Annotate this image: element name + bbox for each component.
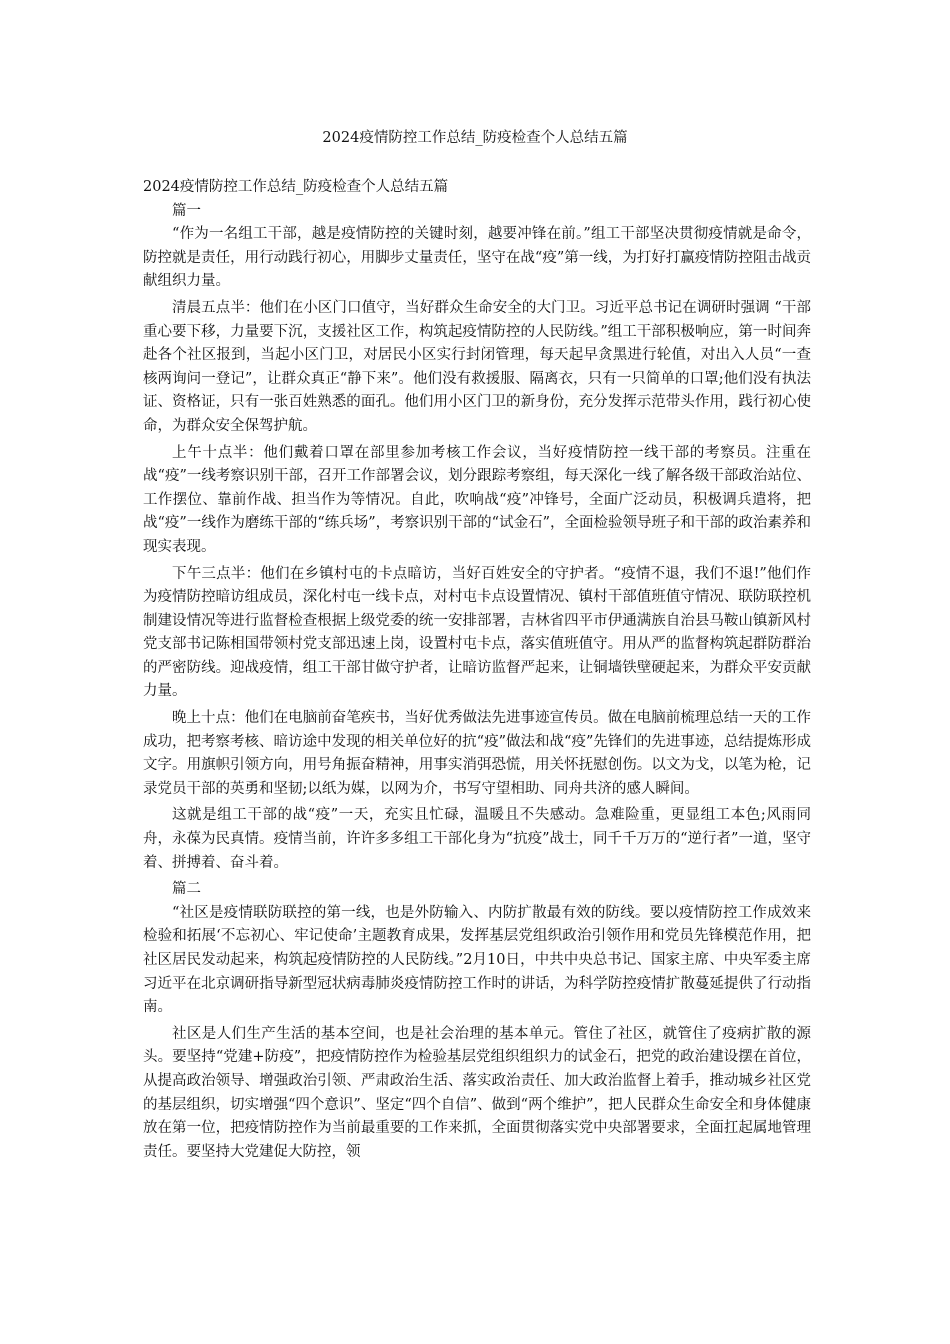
paragraph: 清晨五点半：他们在小区门口值守，当好群众生命安全的大门卫。习近平总书记在调研时强调 “干部重心要下移，力量要下沉，支援社区工作，构筑起疫情防控的人民防线。”组工干部积极响应，第一时间奔赴各个社区报到，当起小区门卫，对居民小区实行封闭管理，每天起早贪黑进行轮值，对出入人员“一查核两询问一登记”，让群众真正“静下来”。他们没有救援服、隔离衣，只有一只简单的口罩;他们没有执法证、资格证，只有一张百姓熟悉的面孔。他们用小区门卫的新身份，充分发挥示范带头作用，践行初心使命，为群众安全保驾护航。 bbox=[143, 299, 811, 434]
paragraph: 下午三点半：他们在乡镇村屯的卡点暗访，当好百姓安全的守护者。“疫情不退，我们不退!”他们作为疫情防控暗访组成员，深化村屯一线卡点，对村屯卡点设置情况、镇村干部值班值守情况、联防联控机制建设情况等进行监督检查根据上级党委的统一安排部署，吉林省四平市伊通满族自治县马鞍山镇新风村党支部书记陈相国带领村党支部迅速上岗，设置村屯卡点，落实值班值守。用从严的监督构筑起群防群治的严密防线。迎战疫情，组工干部甘做守护者，让暗访监督严起来，让铜墙铁壁硬起来，为群众平安贡献力量。 bbox=[143, 565, 811, 700]
section-heading: 篇一 bbox=[172, 202, 201, 219]
paragraph: 晚上十点：他们在电脑前奋笔疾书，当好优秀做法先进事迹宣传员。做在电脑前梳理总结一天的工作成功，把考察考核、暗访途中发现的相关单位好的抗“疫”做法和战“疫”先锋们的先进事迹，总结提炼形成文字。用旗帜引领方向，用号角振奋精神，用事实消弭恐慌，用关怀抚慰创伤。以文为戈，以笔为枪，记录党员干部的英勇和坚韧;以纸为媒，以网为介，书写守望相助、同舟共济的感人瞬间。 bbox=[143, 710, 811, 797]
document-body bbox=[143, 176, 811, 1167]
document-title: 2024疫情防控工作总结_防疫检查个人总结五篇 bbox=[322, 130, 628, 146]
paragraph: “社区是疫情联防联控的第一线，也是外防输入、内防扩散最有效的防线。要以疫情防控工作成效来检验和拓展‘不忘初心、牢记使命’主题教育成果，发挥基层党组织政治引领作用和党员先锋模范作用，把社区居民发动起来，构筑起疫情防控的人民防线。”2月10日，中共中央总书记、国家主席、中央军委主席习近平在北京调研指导新型冠状病毒肺炎疫情防控工作时的讲话，为科学防控疫情扩散蔓延提供了行动指南。 bbox=[143, 904, 811, 1016]
section-heading: 篇二 bbox=[172, 881, 201, 898]
paragraph: “作为一名组工干部，越是疫情防控的关键时刻，越要冲锋在前。”组工干部坚决贯彻疫情就是命令，防控就是责任，用行动践行初心，用脚步丈量责任，坚守在战“疫”第一线，为打好打赢疫情防控阻击战贡献组织力量。 bbox=[143, 226, 811, 290]
document-subtitle: 2024疫情防控工作总结_防疫检查个人总结五篇 bbox=[143, 179, 449, 195]
paragraph: 上午十点半：他们戴着口罩在部里参加考核工作会议，当好疫情防控一线干部的考察员。注重在战“疫”一线考察识别干部，召开工作部署会议，划分跟踪考察组，每天深化一线了解各级干部政治站位、工作摆位、靠前作战、担当作为等情况。自此，吹响战“疫”冲锋号，全面广泛动员，积极调兵遣将，把战“疫”一线作为磨练干部的“练兵场”，考察识别干部的“试金石”，全面检验领导班子和干部的政治素养和现实表现。 bbox=[143, 444, 811, 555]
paragraph: 社区是人们生产生活的基本空间，也是社会治理的基本单元。管住了社区，就管住了疫病扩散的源头。要坚持“党建+防疫”，把疫情防控作为检验基层党组织组织力的试金石，把党的政治建设摆在首位，从提高政治领导、增强政治引领、严肃政治生活、落实政治责任、加大政治监督上着手，推动城乡社区党的基层组织，切实增强“四个意识”、坚定“四个自信”、做到“两个维护”，把人民群众生命安全和身体健康放在第一位，把疫情防控作为当前最重要的工作来抓，全面贯彻落实党中央部署要求，全面扛起属地管理责任。要坚持大党建促大防控，领 bbox=[143, 1025, 811, 1160]
paragraph: 这就是组工干部的战“疫”一天，充实且忙碌，温暖且不失感动。急难险重，更显组工本色;风雨同舟，永葆为民真情。疫情当前，许许多多组工干部化身为“抗疫”战士，同千千万万的“逆行者”一道，坚守着、拼搏着、奋斗着。 bbox=[143, 807, 811, 871]
